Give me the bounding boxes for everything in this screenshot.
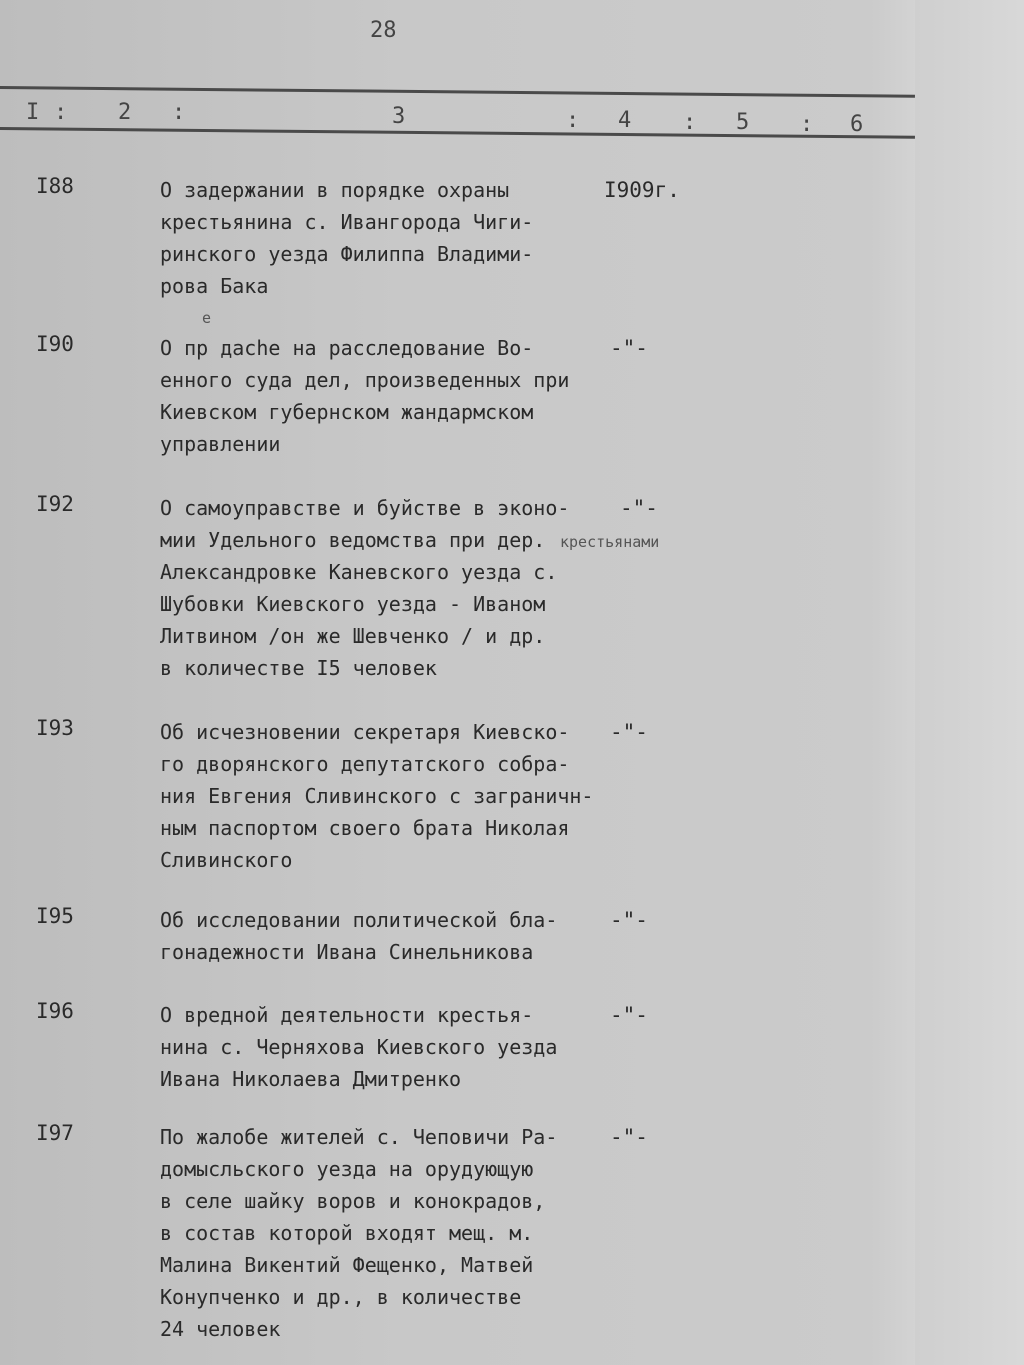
description-line: Александровке Каневского уезда с. bbox=[160, 560, 558, 584]
record-year: I909г. bbox=[604, 178, 680, 202]
description-line: ния Евгения Сливинского с заграничн- bbox=[160, 784, 594, 808]
description-line: 24 человек bbox=[160, 1317, 281, 1341]
page-edge bbox=[915, 0, 1024, 1365]
record-description bbox=[160, 904, 557, 968]
page-number: 28 bbox=[370, 18, 397, 43]
description-line: О самоуправстве и буйстве в эконо- bbox=[160, 496, 570, 520]
record-description bbox=[160, 174, 533, 302]
description-line: Литвином /он же Шевченко / и др. bbox=[160, 624, 546, 648]
handwritten-insert: крестьянами bbox=[560, 533, 660, 551]
record-number: I96 bbox=[36, 999, 74, 1023]
description-line: По жалобе жителей с. Чеповичи Ра- bbox=[160, 1125, 558, 1149]
record-number: I97 bbox=[36, 1121, 74, 1145]
col-sep: : bbox=[172, 100, 186, 125]
col-2: 2 bbox=[118, 100, 132, 125]
description-line: Об исследовании политической бла- bbox=[160, 908, 558, 932]
header-rule-top bbox=[0, 86, 915, 98]
col-5: 5 bbox=[736, 110, 750, 135]
description-line: мии Удельного ведомства при дер. bbox=[160, 528, 546, 552]
description-line: Сливинского bbox=[160, 848, 293, 872]
col-sep: : bbox=[683, 110, 697, 135]
record-number: I95 bbox=[36, 904, 74, 928]
record-description bbox=[160, 1121, 557, 1345]
description-line: гонадежности Ивана Синельникова bbox=[160, 940, 534, 964]
description-line: в количестве I5 человек bbox=[160, 656, 437, 680]
description-line: О пр дache на расследование Во- bbox=[160, 336, 534, 360]
col-6: 6 bbox=[850, 112, 864, 137]
description-line: Шубовки Киевского уезда - Иваном bbox=[160, 592, 546, 616]
record-description bbox=[160, 332, 569, 460]
record-description bbox=[160, 999, 557, 1095]
col-sep: : bbox=[566, 108, 580, 133]
handwritten-insert: е bbox=[202, 309, 212, 327]
record-year: -"- bbox=[620, 496, 658, 520]
col-sep: : bbox=[54, 100, 68, 125]
col-4: 4 bbox=[618, 108, 632, 133]
record-number: I90 bbox=[36, 332, 74, 356]
record-description bbox=[160, 716, 593, 876]
description-line: домысльского уезда на орудующую bbox=[160, 1157, 534, 1181]
record-number: I88 bbox=[36, 174, 74, 198]
description-line: го дворянского депутатского собра- bbox=[160, 752, 570, 776]
description-line: в состав которой входят мещ. м. bbox=[160, 1221, 534, 1245]
record-number: I93 bbox=[36, 716, 74, 740]
description-line: управлении bbox=[160, 432, 281, 456]
description-line: Ивана Николаева Дмитренко bbox=[160, 1067, 462, 1091]
record-year: -"- bbox=[610, 1125, 648, 1149]
description-line: О вредной деятельности крестья- bbox=[160, 1003, 534, 1027]
record-year: -"- bbox=[610, 908, 648, 932]
description-line: крестьянина с. Ивангорода Чиги- bbox=[160, 210, 534, 234]
description-line: ринского уезда Филиппа Владими- bbox=[160, 242, 534, 266]
col-1: I bbox=[26, 100, 40, 125]
description-line: енного суда дел, произведенных при bbox=[160, 368, 570, 392]
record-year: -"- bbox=[610, 1003, 648, 1027]
description-line: О задержании в порядке охраны bbox=[160, 178, 510, 202]
description-line: Конупченко и др., в количестве bbox=[160, 1285, 522, 1309]
record-year: -"- bbox=[610, 720, 648, 744]
record-year: -"- bbox=[610, 336, 648, 360]
description-line: в селе шайку воров и конокрадов, bbox=[160, 1189, 546, 1213]
col-sep: : bbox=[800, 112, 814, 137]
description-line: ным паспортом своего брата Николая bbox=[160, 816, 570, 840]
header-rule-bottom bbox=[0, 127, 915, 139]
description-line: Киевском губернском жандармском bbox=[160, 400, 534, 424]
col-3: 3 bbox=[392, 104, 406, 129]
record-number: I92 bbox=[36, 492, 74, 516]
record-description bbox=[160, 492, 569, 684]
description-line: Малина Викентий Фещенко, Матвей bbox=[160, 1253, 534, 1277]
description-line: рова Бака bbox=[160, 274, 269, 298]
description-line: Об исчезновении секретаря Киевско- bbox=[160, 720, 570, 744]
description-line: нина с. Черняхова Киевского уезда bbox=[160, 1035, 558, 1059]
